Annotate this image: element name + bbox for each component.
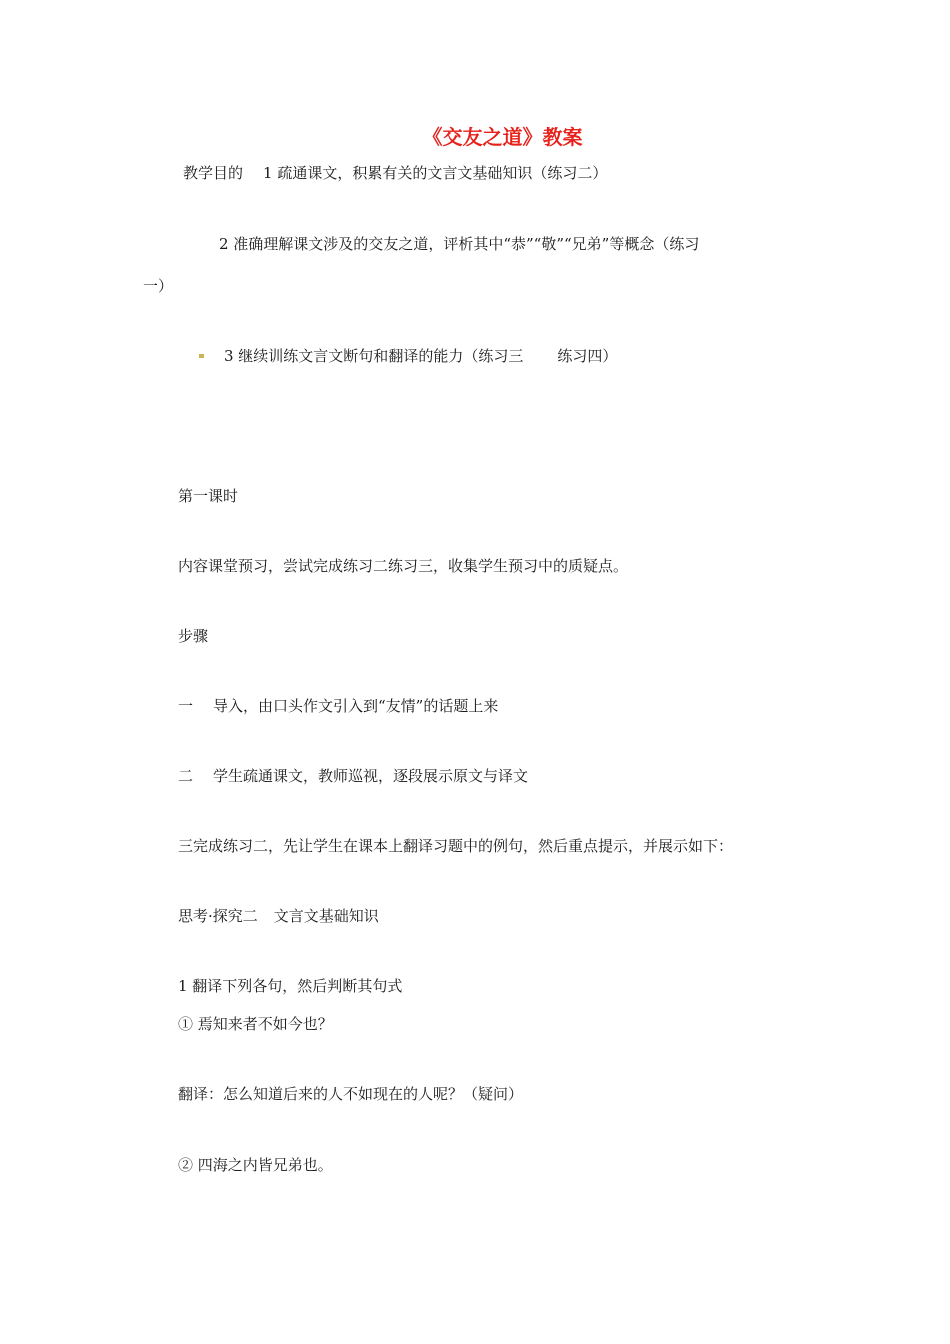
bullet-marker (199, 354, 204, 358)
objective-item-3-part-1: 3 继续训练文言文断句和翻译的能力（练习三 (224, 347, 524, 365)
steps-label: 步骤 (178, 627, 209, 645)
step-2-number: 二 (178, 767, 194, 785)
objective-item-3-part-2: 练习四） (557, 347, 618, 365)
think-text: 文言文基础知识 (273, 907, 379, 925)
step-1-text: 导入，由口头作文引入到“友情”的话题上来 (213, 697, 499, 715)
objective-line-1 (183, 163, 607, 183)
think-label: 思考·探究二 (178, 907, 258, 925)
task-1: 1 翻译下列各句，然后判断其句式 (178, 977, 403, 995)
step-1-number: 一 (178, 697, 194, 715)
step-3: 三完成练习二，先让学生在课本上翻译习题中的例句，然后重点提示，并展示如下： (178, 837, 734, 855)
think-heading (178, 906, 379, 926)
objective-line-3 (224, 346, 617, 366)
objective-item-1: 1 疏通课文，积累有关的文言文基础知识（练习二） (263, 164, 608, 182)
objective-item-2-line-2: 一） (143, 277, 174, 295)
step-1 (178, 696, 498, 716)
document-title: 《交友之道》教案 (422, 125, 583, 149)
objective-item-2-line-1: 2 准确理解课文涉及的交友之道，评析其中“恭”“敬”“兄弟”等概念（练习 (219, 235, 700, 253)
sentence-1: ① 焉知来者不如今也？ (178, 1015, 333, 1033)
objectives-label: 教学目的 (183, 164, 244, 182)
content-line: 内容课堂预习，尝试完成练习二练习三，收集学生预习中的质疑点。 (178, 557, 629, 575)
step-2-text: 学生疏通课文，教师巡视，逐段展示原文与译文 (213, 767, 529, 785)
sentence-2: ② 四海之内皆兄弟也。 (178, 1156, 333, 1174)
translation-1: 翻译：怎么知道后来的人不如现在的人呢？（疑问） (178, 1085, 524, 1103)
step-2 (178, 766, 528, 786)
lesson-heading: 第一课时 (178, 487, 239, 505)
